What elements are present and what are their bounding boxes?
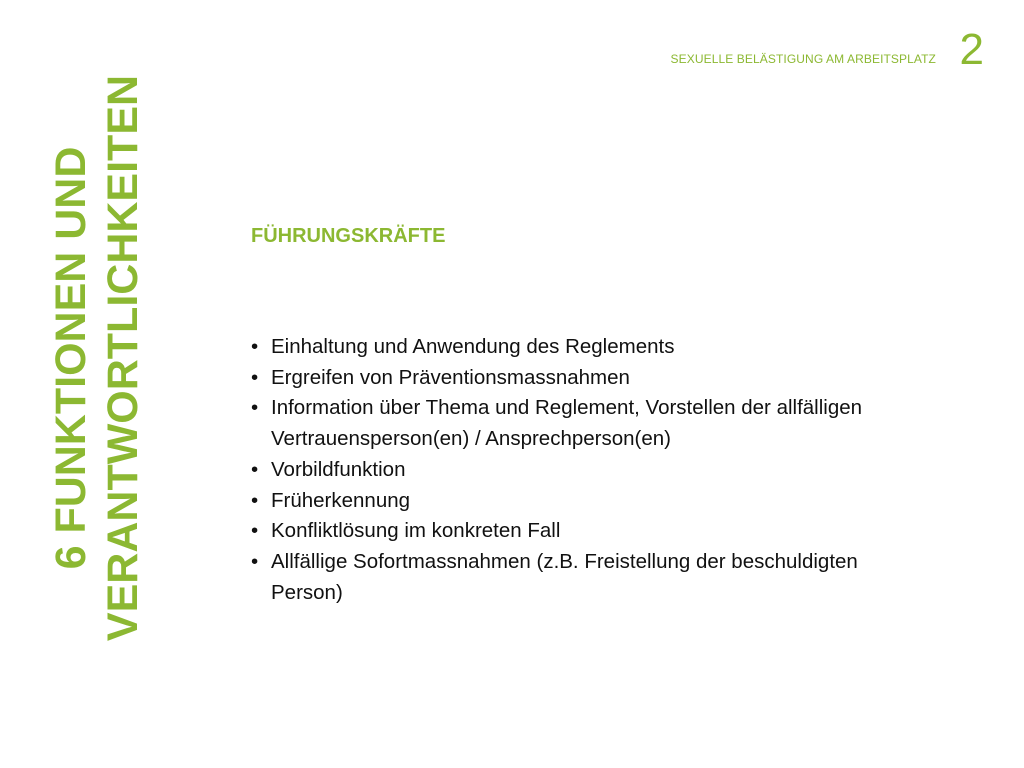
content-heading: FÜHRUNGSKRÄFTE: [251, 225, 446, 247]
list-item: • Vorbildfunktion: [251, 455, 871, 486]
section-title-line-1: 6 FUNKTIONEN UND: [47, 146, 95, 570]
list-item: • Einhaltung und Anwendung des Reglements: [251, 332, 871, 363]
list-item: • Konfliktlösung im konkreten Fall: [251, 516, 871, 547]
list-item: • Information über Thema und Reglement, Vorstellen der allfälligen Vertrauensperson(en) / Ansprechperson(en): [251, 393, 871, 454]
bullet-list: [251, 332, 871, 608]
list-item: • Ergreifen von Präventionsmassnahmen: [251, 363, 871, 394]
section-title-line-2: VERANTWORTLICHKEITEN: [99, 74, 147, 642]
page-number: 2: [959, 25, 984, 74]
section-title: [45, 38, 149, 678]
list-item: • Allfällige Sofortmassnahmen (z.B. Freistellung der beschuldigten Person): [251, 547, 871, 608]
header-label: SEXUELLE BELÄSTIGUNG AM ARBEITSPLATZ: [670, 52, 936, 66]
list-item: • Früherkennung: [251, 486, 871, 517]
